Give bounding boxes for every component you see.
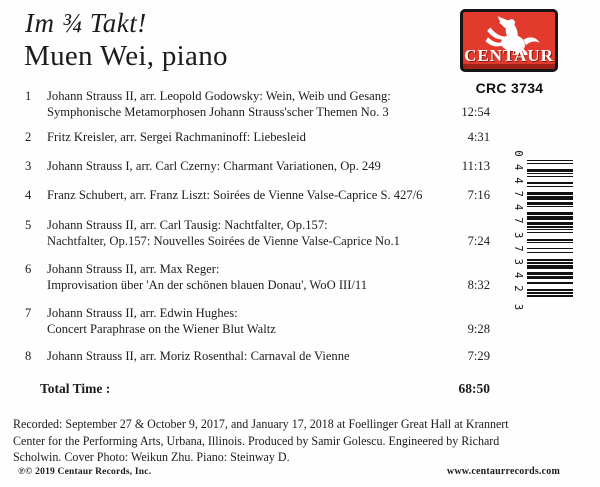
track-title-line: Johann Strauss II, arr. Edwin Hughes: (47, 306, 238, 320)
track-title-line: Nachtfalter, Op.157: Nouvelles Soirées de Vienne Valse-Caprice No.1 (47, 234, 400, 248)
track-title-line: Johann Strauss II, arr. Carl Tausig: Nachtfalter, Op.157: (47, 218, 328, 232)
centaur-logo (460, 9, 558, 72)
barcode-digit-trail: 3 (512, 303, 524, 311)
track-title-line: Franz Schubert, arr. Franz Liszt: Soirées de Vienne Valse-Caprice S. 427/6 (47, 188, 423, 202)
track-number: 2 (25, 130, 32, 144)
barcode-digits-left: 44747 (512, 164, 524, 231)
total-time-label: Total Time : (40, 381, 111, 396)
track-row-2 (25, 129, 490, 145)
track-duration: 9:28 (467, 322, 490, 336)
catalog-number: CRC 3734 (475, 80, 544, 96)
track-number: 6 (25, 262, 32, 276)
barcode-digit-lead: 0 (512, 150, 524, 157)
track-row-5 (25, 217, 490, 249)
track-title-line: Johann Strauss II, arr. Leopold Godowsky: Wein, Weib und Gesang: (47, 89, 391, 103)
track-number: 8 (25, 349, 32, 363)
album-title: Im ¾ Takt! (25, 8, 147, 38)
track-duration: 8:32 (467, 278, 490, 292)
track-duration: 7:24 (467, 234, 490, 248)
copyright-notice: ℗© 2019 Centaur Records, Inc. (18, 467, 152, 477)
label-website: www.centaurrecords.com (446, 466, 560, 477)
track-number: 3 (25, 159, 32, 173)
total-time-row (25, 381, 490, 397)
total-time-value: 68:50 (458, 381, 490, 396)
track-row-8 (25, 348, 490, 364)
track-duration: 12:54 (461, 105, 490, 119)
track-duration: 7:16 (467, 188, 490, 202)
credits-line: Center for the Performing Arts, Urbana, Illinois. Produced by Samir Golescu. Engineered by Richard (13, 433, 500, 448)
artist-name: Muen Wei, piano (24, 40, 228, 72)
track-number: 4 (25, 188, 32, 202)
track-row-1 (25, 88, 490, 120)
track-title-line: Johann Strauss I, arr. Carl Czerny: Charmant Variationen, Op. 249 (47, 159, 381, 173)
track-row-4 (25, 187, 490, 203)
track-duration: 11:13 (461, 159, 490, 173)
credits-line: Scholwin. Cover Photo: Weikun Zhu. Piano: Steinway D. (13, 450, 290, 464)
upc-barcode (511, 147, 573, 317)
centaur-wordmark: CENTAUR (464, 46, 554, 65)
track-number: 1 (25, 89, 32, 103)
track-title-line: Concert Paraphrase on the Wiener Blut Waltz (47, 322, 276, 336)
barcode-bars (527, 160, 573, 296)
track-row-3 (25, 158, 490, 174)
barcode-digits-right: 37342 (512, 232, 524, 299)
track-number: 5 (25, 218, 32, 232)
track-title-line: Improvisation über 'An der schönen blauen Donau', WoO III/11 (47, 278, 368, 292)
track-title-line: Johann Strauss II, arr. Moriz Rosenthal: Carnaval de Vienne (47, 349, 350, 363)
track-row-7 (25, 305, 490, 337)
track-title-line: Fritz Kreisler, arr. Sergei Rachmaninoff: Liebesleid (47, 130, 306, 144)
track-title-line: Johann Strauss II, arr. Max Reger: (47, 262, 220, 276)
recording-credits (13, 416, 524, 466)
track-duration: 4:31 (467, 130, 490, 144)
track-title-line: Symphonische Metamorphosen Johann Strauss'scher Themen No. 3 (47, 105, 389, 119)
track-number: 7 (25, 306, 32, 320)
credits-line: Recorded: September 27 & October 9, 2017, and January 17, 2018 at Foellinger Great Hall at Krannert (13, 417, 509, 431)
track-duration: 7:29 (467, 349, 490, 363)
track-row-6 (25, 261, 490, 293)
